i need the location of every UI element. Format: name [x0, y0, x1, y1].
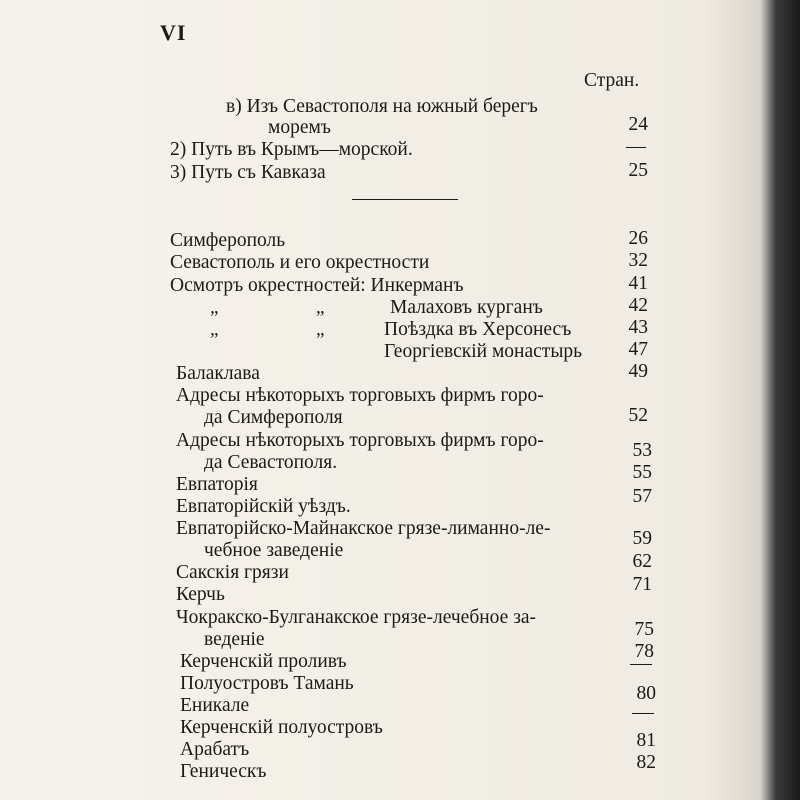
same-page-dash [630, 664, 652, 665]
toc-page-number: 78 [634, 641, 654, 662]
toc-entry: Адресы нѣкоторыхъ торговыхъ фирмъ горо- [176, 430, 544, 451]
toc-entry: да Севастополя. [204, 452, 338, 473]
toc-page-number: 43 [628, 317, 648, 338]
toc-page-number: 59 [632, 528, 652, 549]
pages-column-header: Стран. [584, 70, 640, 91]
section-divider [352, 199, 458, 200]
same-page-dash [632, 713, 654, 714]
toc-page-number: 52 [628, 405, 648, 426]
toc-entry: веденіе [204, 629, 265, 650]
toc-page-number: 81 [636, 730, 656, 751]
toc-page-number: 75 [634, 619, 654, 640]
toc-entry: Чокракско-Булганакское грязе-лечебное за- [176, 607, 537, 628]
toc-entry: Арабатъ [180, 739, 250, 760]
toc-page-number: 25 [628, 160, 648, 181]
ditto-mark: „ [316, 319, 325, 340]
toc-entry: Евпаторійскій уѣздъ. [176, 496, 351, 517]
toc-entry: Георгіевскій монастырь [384, 341, 583, 362]
toc-entry: Севастополь и его окрестности [170, 252, 430, 273]
toc-entry: Симферополь [170, 230, 286, 251]
toc-page-number: 80 [636, 683, 656, 704]
toc-entry: Осмотръ окрестностей: Инкерманъ [170, 275, 464, 296]
ditto-mark: „ [210, 319, 219, 340]
toc-page-number: 71 [632, 574, 652, 595]
toc-entry: чебное заведеніе [204, 540, 344, 561]
toc-entry: Еникале [180, 695, 250, 716]
toc-entry: моремъ [268, 117, 331, 138]
toc-entry: Поѣздка въ Херсонесъ [384, 319, 572, 340]
toc-entry: Керченскій проливъ [180, 651, 347, 672]
toc-entry: Керченскій полуостровъ [180, 717, 383, 738]
ditto-mark: „ [316, 297, 325, 318]
toc-entry: Евпаторійско-Майнакское грязе-лиманно-ле- [176, 518, 551, 539]
toc-entry: да Симферополя [204, 407, 343, 428]
toc-page-number: 62 [632, 551, 652, 572]
toc-page-number: 53 [632, 440, 652, 461]
toc-entry: Сакскія грязи [176, 562, 289, 583]
toc-page-number: 49 [628, 361, 648, 382]
same-page-dash [626, 147, 646, 148]
toc-page-number: 57 [632, 486, 652, 507]
toc-entry: Геническъ [180, 761, 267, 782]
toc-page-number: 82 [636, 752, 656, 773]
toc-entry: 3) Путь съ Кавказа [170, 162, 326, 183]
toc-page-number: 24 [628, 114, 648, 135]
toc-entry: в) Изъ Севастополя на южный берегъ [226, 96, 538, 117]
toc-page-number: 47 [628, 339, 648, 360]
page-number: VI [160, 20, 187, 45]
toc-entry: Полуостровъ Тамань [180, 673, 354, 694]
toc-page-number: 55 [632, 462, 652, 483]
toc-entry: Балаклава [176, 363, 260, 384]
toc-page-number: 26 [628, 228, 648, 249]
toc-entry: Керчь [176, 584, 225, 605]
toc-entry: 2) Путь въ Крымъ—морской. [170, 139, 413, 160]
ditto-mark: „ [210, 297, 219, 318]
toc-entry: Адресы нѣкоторыхъ торговыхъ фирмъ горо- [176, 385, 544, 406]
toc-entry: Евпаторія [176, 474, 258, 495]
toc-page-number: 42 [628, 295, 648, 316]
toc-page-number: 41 [628, 273, 648, 294]
toc-entry: Малаховъ курганъ [390, 297, 543, 318]
toc-page-number: 32 [628, 250, 648, 271]
